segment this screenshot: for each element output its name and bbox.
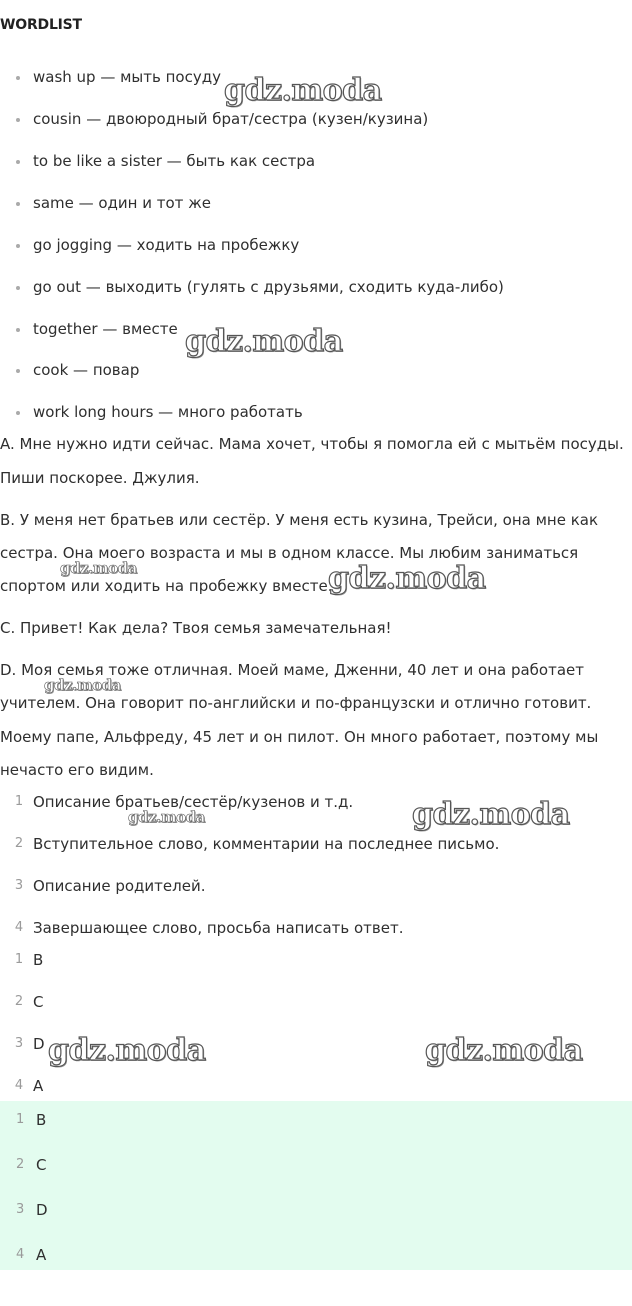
bullet-icon — [16, 202, 20, 206]
bullet-icon — [16, 286, 20, 290]
bullet-icon — [16, 76, 20, 80]
bullet-icon — [16, 244, 20, 248]
paragraph-line: C. Привет! Как дела? Твоя семья замечательная! — [0, 619, 392, 637]
paragraph-line: D. Моя семья тоже отличная. Моей маме, Дженни, 40 лет и она работает — [0, 661, 585, 679]
watermark-logo: gdz.moda — [224, 73, 382, 108]
watermark-logo: gdz.moda — [60, 559, 137, 577]
wordlist-heading: WORDLIST — [0, 17, 82, 33]
watermark-logo: gdz.moda — [425, 1033, 583, 1068]
bullet-icon — [16, 411, 20, 415]
bullet-icon — [16, 160, 20, 164]
paragraph-line: A. Мне нужно идти сейчас. Мама хочет, чтобы я помогла ей с мытьём посуды. — [0, 435, 624, 453]
watermark-logo: gdz.moda — [412, 797, 570, 832]
paragraph-line: Пиши поскорее. Джулия. — [0, 469, 200, 487]
watermark-logo: gdz.moda — [328, 561, 486, 596]
bullet-icon — [16, 118, 20, 122]
paragraph-line: сестра. Она моего возраста и мы в одном классе. Мы любим заниматься — [0, 544, 579, 562]
paragraph-line: учителем. Она говорит по-английски и по-французски и отлично готовит. — [0, 694, 592, 712]
watermark-logo: gdz.moda — [44, 676, 121, 694]
paragraph-line: Моему папе, Альфреду, 45 лет и он пилот. Он много работает, поэтому мы — [0, 728, 599, 746]
paragraph-line: нечасто его видим. — [0, 761, 154, 779]
bullet-icon — [16, 369, 20, 373]
paragraph-line: B. У меня нет братьев или сестёр. У меня есть кузина, Трейси, она мне как — [0, 511, 599, 529]
bullet-icon — [16, 328, 20, 332]
watermark-logo: gdz.moda — [48, 1033, 206, 1068]
watermark-logo: gdz.moda — [185, 324, 343, 359]
paragraph-line: спортом или ходить на пробежку вместе. — [0, 577, 333, 595]
watermark-logo: gdz.moda — [128, 808, 205, 826]
answer-box: 1 B 2 C 3 D 4 A — [0, 1101, 632, 1270]
